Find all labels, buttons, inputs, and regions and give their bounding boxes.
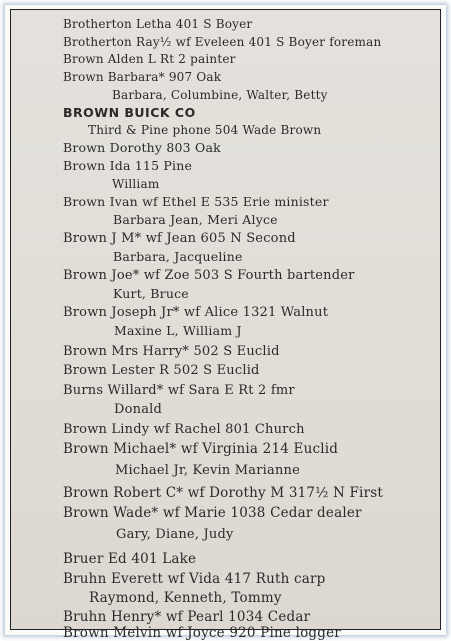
directory-heading: BROWN BUICK CO (63, 105, 196, 120)
directory-entry: Brown Mrs Harry* 502 S Euclid (63, 344, 280, 359)
directory-entry: Kurt, Bruce (113, 286, 189, 301)
directory-entry: Brown Lester R 502 S Euclid (63, 363, 260, 378)
directory-entry: Brotherton Ray½ wf Eveleen 401 S Boyer foreman (63, 35, 382, 49)
directory-entry: Third & Pine phone 504 Wade Brown (88, 123, 322, 137)
directory-entry: Michael Jr, Kevin Marianne (115, 463, 301, 478)
directory-entry: Brown Wade* wf Marie 1038 Cedar dealer (63, 505, 362, 521)
directory-entry: Bruhn Henry* wf Pearl 1034 Cedar (63, 609, 311, 625)
directory-entry: William (112, 177, 160, 191)
directory-entry: Brown Ida 115 Pine (63, 158, 193, 173)
directory-entry: Barbara, Columbine, Walter, Betty (112, 88, 328, 102)
directory-entry: Brown Ivan wf Ethel E 535 Erie minister (63, 194, 329, 209)
directory-entry: Brown Robert C* wf Dorothy M 317½ N First (63, 485, 383, 501)
photo-frame (5, 5, 446, 641)
directory-entry: Raymond, Kenneth, Tommy (89, 590, 282, 606)
directory-entry: Gary, Diane, Judy (116, 527, 234, 542)
directory-entry: Barbara, Jacqueline (113, 249, 243, 264)
directory-entry: Brown Melvin wf Joyce 920 Pine logger (63, 625, 341, 641)
directory-entry: Burns Willard* wf Sara E Rt 2 fmr (63, 383, 295, 398)
directory-entry: Bruer Ed 401 Lake (63, 551, 197, 567)
directory-entry: Barbara Jean, Meri Alyce (113, 212, 278, 227)
directory-entry: Brown Dorothy 803 Oak (63, 140, 221, 155)
directory-entry: Brown Joe* wf Zoe 503 S Fourth bartender (63, 268, 355, 283)
directory-entry: Brown Joseph Jr* wf Alice 1321 Walnut (63, 305, 329, 320)
directory-entry: Maxine L, William J (114, 323, 242, 338)
directory-entry: Brotherton Letha 401 S Boyer (63, 17, 253, 31)
directory-entry: Brown Barbara* 907 Oak (63, 70, 222, 84)
directory-page (10, 9, 441, 641)
directory-entry: Brown Alden L Rt 2 painter (63, 52, 236, 66)
directory-entry: Brown Lindy wf Rachel 801 Church (63, 422, 305, 437)
directory-entry: Donald (114, 402, 163, 417)
directory-entry: Brown Michael* wf Virginia 214 Euclid (63, 441, 339, 457)
directory-entry: Brown J M* wf Jean 605 N Second (63, 231, 296, 246)
directory-entry: Bruhn Everett wf Vida 417 Ruth carp (63, 571, 326, 587)
